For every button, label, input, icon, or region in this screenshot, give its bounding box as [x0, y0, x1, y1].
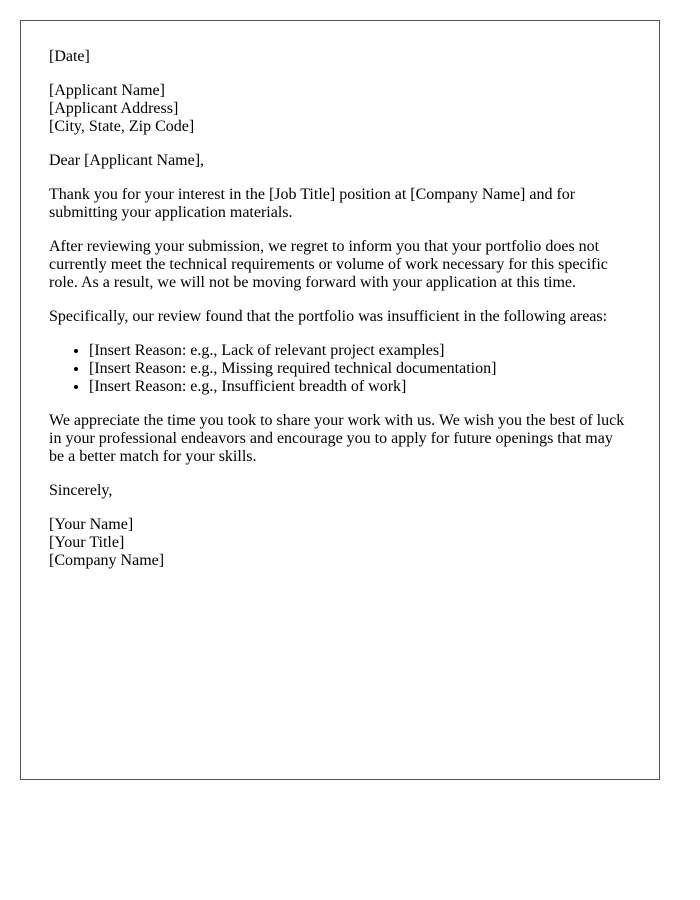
- signoff: Sincerely,: [49, 482, 113, 499]
- paragraph-reasons-intro: Specifically, our review found that the portfolio was insufficient in the following areas:: [49, 308, 608, 325]
- signature-block: [49, 516, 631, 570]
- reason-item: • [Insert Reason: e.g., Missing required technical documentation]: [89, 360, 631, 378]
- reason-item: • [Insert Reason: e.g., Insufficient breadth of work]: [89, 378, 631, 396]
- letter-page: [20, 20, 660, 780]
- letter-date: [Date]: [49, 48, 90, 65]
- recipient-city-state-zip: [City, State, Zip Code]: [49, 118, 195, 135]
- reason-item: • [Insert Reason: e.g., Lack of relevant project examples]: [89, 342, 631, 360]
- paragraph-decision: After reviewing your submission, we regret to inform you that your portfolio does not currently meet the technical requirements or volume of work necessary for this specific role. As a result, we will not be moving forward with your application at this time.: [49, 238, 608, 291]
- paragraph-closing: We appreciate the time you took to share your work with us. We wish you the best of luck in your professional endeavors and encourage you to apply for future openings that may be a better match for your skills.: [49, 412, 625, 465]
- signature-title: [Your Title]: [49, 534, 125, 551]
- salutation: Dear [Applicant Name],: [49, 152, 205, 169]
- signature-name: [Your Name]: [49, 516, 134, 533]
- recipient-address: [Applicant Address]: [49, 100, 179, 117]
- recipient-address-block: [49, 82, 631, 136]
- paragraph-thanks: Thank you for your interest in the [Job Title] position at [Company Name] and for submitting your application materials.: [49, 186, 576, 221]
- recipient-name: [Applicant Name]: [49, 82, 165, 99]
- signature-company: [Company Name]: [49, 552, 165, 569]
- reasons-list: [49, 342, 631, 396]
